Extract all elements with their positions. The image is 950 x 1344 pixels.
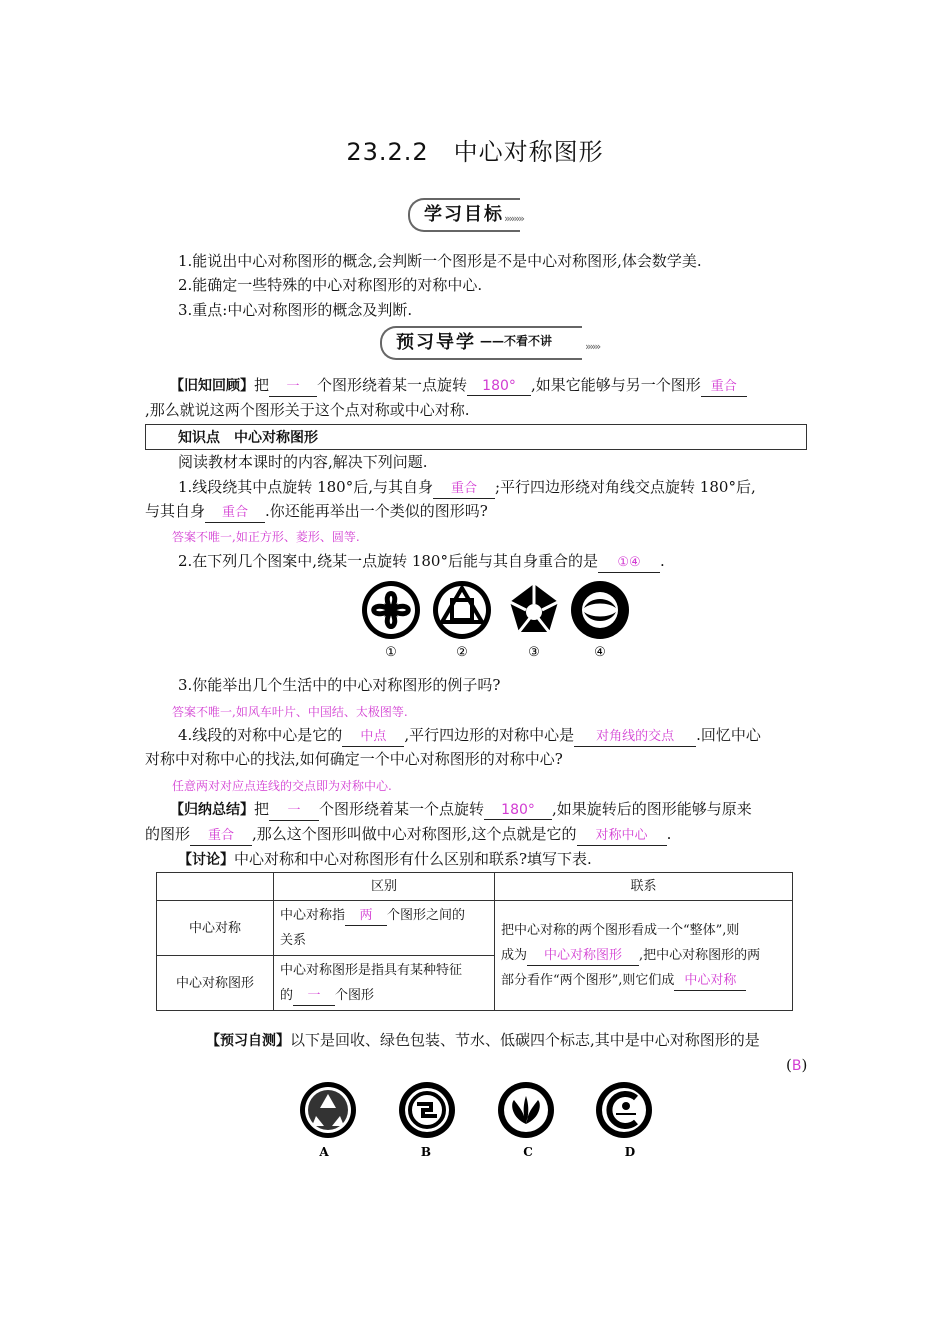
pattern-figures [358,578,630,660]
comparison-table [156,872,793,1011]
pattern-1-icon [362,581,420,639]
question-4-line-2: 对称中对称中心的找法,如何确定一个中心对称图形的对称中心? [145,750,563,768]
self-test-text: 以下是回收、绿色包装、节水、低碳四个标志,其中是中心对称图形的是 [290,1031,760,1049]
ans-open: ( [786,1056,792,1074]
table-header-difference: 区别 [274,873,495,901]
summary-t1: 把 [254,800,270,818]
table-row [157,873,793,901]
question-1-line-2 [145,499,488,523]
pattern-label-4: ④ [594,645,606,660]
knowledge-box [145,424,807,450]
objectives-banner [408,198,548,230]
discuss-label: 【讨论】 [178,852,234,868]
table-header-empty [157,873,274,901]
r2-b: 的 [280,988,294,1003]
pattern-4-icon [571,581,629,639]
row-2-name: 中心对称图形 [157,956,274,1011]
low-carbon-logo-icon [596,1082,652,1138]
table-header-connection: 联系 [495,873,793,901]
q4-t3: .回忆中心 [696,726,761,744]
link-4: 部分看作“两个图形”,则它们成 [501,973,675,988]
summary-label: 【归纳总结】 [170,802,254,818]
q1-t4: .你还能再举出一个类似的图形吗? [265,502,488,520]
water-saving-logo-icon [498,1082,554,1138]
q1-answer-1: 重合 [433,480,495,499]
arrows-icon: »»»» [504,212,523,225]
link-answer-1: 中心对称图形 [527,947,639,966]
recycle-logo-icon [300,1082,356,1138]
summary-answer-3: 重合 [190,827,252,846]
arrows-icon: »»» [585,340,600,353]
q1-t2: ;平行四边形绕对角线交点旋转 180°后, [494,478,756,496]
q1-t3: 与其自身 [145,502,206,520]
q4-answer-2: 对角线的交点 [574,728,696,747]
link-answer-2: 中心对称 [674,972,746,991]
row-1-name: 中心对称 [157,901,274,956]
question-2 [178,549,665,573]
pattern-2-icon [433,581,491,639]
q2-t2: . [659,552,665,570]
summary-t3: ,如果旋转后的图形能够与原来 [552,800,752,818]
review-t2: 个图形绕着某一点旋转 [317,376,468,394]
summary-line-2 [145,822,671,846]
summary-t2: 个图形绕着某一个点旋转 [319,800,485,818]
q1-note: 答案不唯一,如正方形、菱形、圆等. [172,530,360,544]
review-line-2: ,那么就说这两个图形关于这个点对称或中心对称. [145,401,470,419]
summary-line-1 [170,797,752,822]
review-t3: ,如果它能够与另一个图形 [531,376,701,394]
objective-1: 1.能说出中心对称图形的概念,会判断一个图形是不是中心对称图形,体会数学美. [178,252,702,270]
self-test-label: 【预习自测】 [206,1033,290,1049]
objective-3 [178,298,412,322]
row-1-difference [274,901,495,956]
summary-t6: . [666,825,672,843]
summary-t5: ,那么这个图形叫做中心对称图形,这个点就是它的 [252,825,577,843]
summary-answer-1: 一 [269,802,319,821]
q4-answer-1: 中点 [342,728,404,747]
q2-t1: 2.在下列几个图案中,绕某一点旋转 180°后能与其自身重合的是 [178,552,598,570]
preview-banner [380,326,610,358]
link-2: 成为 [501,948,528,963]
ans-close: ) [801,1056,808,1074]
pattern-label-1: ① [385,645,397,660]
r1-answer: 两 [345,907,387,926]
summary-answer-2: 180° [484,801,552,820]
preview-banner-sub: ——不看不讲 [480,334,553,348]
pattern-label-2: ② [456,645,468,660]
q4-t2: ,平行四边形的对称中心是 [404,726,575,744]
logo-label-b: B [420,1145,432,1159]
link-1: 把中心对称的两个图形看成一个“整体”,则 [501,923,740,938]
q4-note: 任意两对对应点连线的交点即为对称中心. [172,779,392,793]
link-3: ,把中心对称图形的两 [639,948,761,963]
pattern-3-icon [505,581,563,639]
logo-figures [296,1078,658,1162]
discuss-text: 中心对称和中心对称图形有什么区别和联系?填写下表. [234,850,592,868]
r1-a: 中心对称指 [280,908,346,923]
connection-cell [495,901,793,1011]
question-4-line-1 [178,723,761,747]
question-1-line-1 [178,475,756,499]
page-title: 23.2.2 中心对称图形 [346,138,604,166]
read-instruction: 阅读教材本课时的内容,解决下列问题. [178,453,428,471]
review-t1: 把 [254,376,270,394]
objective-3-text: 3.重点:中心对称图形的概念及判断. [178,301,413,319]
summary-answer-4: 对称中心 [577,827,667,846]
green-package-logo-icon [399,1082,455,1138]
r2-c: 个图形 [335,988,375,1003]
table-row [157,901,793,956]
r2-a: 中心对称图形是指具有某种特征 [280,963,463,978]
discuss-line [178,847,592,872]
q3-note: 答案不唯一,如风车叶片、中国结、太极图等. [172,705,408,719]
objectives-banner-text: 学习目标 [424,204,504,225]
self-test-answer-value: B [791,1058,802,1074]
knowledge-title: 知识点 中心对称图形 [178,430,318,446]
logo-label-c: C [523,1145,533,1159]
r2-answer: 一 [293,987,335,1006]
review-line-1 [170,373,747,398]
q2-answer: ①④ [598,554,660,573]
r1-b: 个图形之间的 [387,908,466,923]
review-answer-2: 180° [467,377,531,396]
summary-t4: 的图形 [145,825,191,843]
q4-t1: 4.线段的对称中心是它的 [178,726,343,744]
review-label: 【旧知回顾】 [170,378,254,394]
logo-label-d: D [624,1145,636,1159]
review-answer-3: 重合 [701,378,747,397]
review-answer-1: 一 [269,378,317,397]
r1-c: 关系 [280,933,307,948]
question-3: 3.你能举出几个生活中的中心对称图形的例子吗? [178,676,501,694]
logo-label-a: A [319,1145,329,1159]
self-test-line [206,1028,760,1053]
self-test-answer [786,1053,807,1078]
row-2-difference [274,956,495,1011]
preview-banner-text: 预习导学 [396,332,476,353]
pattern-label-3: ③ [528,645,540,660]
q1-answer-2: 重合 [205,504,265,523]
objective-2: 2.能确定一些特殊的中心对称图形的对称中心. [178,276,483,294]
q1-t1: 1.线段绕其中点旋转 180°后,与其自身 [178,478,433,496]
